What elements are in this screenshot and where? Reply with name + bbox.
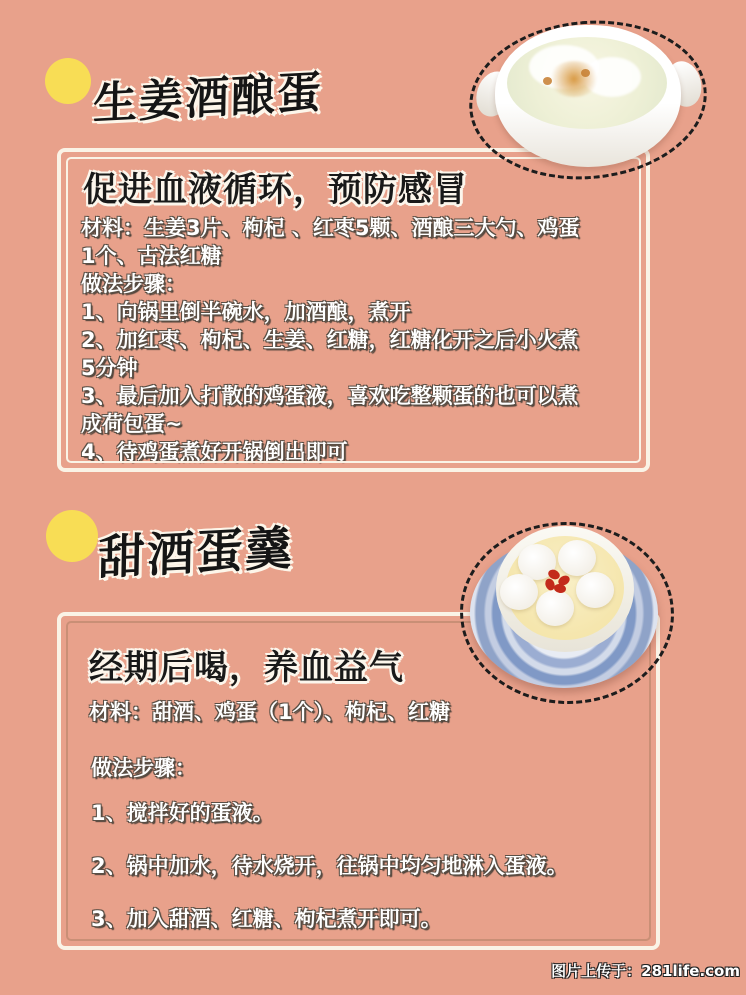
rice-ball (576, 572, 614, 608)
text-line: 做法步骤： (81, 272, 186, 296)
text-line: 3、加入甜酒、红糖、枸杞煮开即可。 (91, 907, 442, 931)
recipe2-photo (452, 512, 692, 712)
recipe1-title-block (45, 50, 345, 131)
recipe1-title: 生姜酒酿蛋 (92, 66, 324, 131)
recipe2-title-block (44, 502, 344, 587)
text-line: 2、锅中加水，待水烧开，往锅中均匀地淋入蛋液。 (91, 854, 568, 878)
title-dot-decoration (46, 510, 98, 562)
recipe2-title: 甜酒蛋羹 (97, 520, 295, 587)
recipe2-benefit-heading: 经期后喝，养血益气 (89, 648, 404, 688)
text-line: 1、搅拌好的蛋液。 (91, 801, 274, 825)
text-line: 材料：生姜3片、枸杞 、红枣5颗、酒酿三大勺、鸡蛋 (81, 216, 580, 240)
text-line: 1、向锅里倒半碗水，加酒酿，煮开 (81, 300, 411, 324)
recipe1-body (81, 214, 580, 466)
watermark: 图片上传于：281life.com (551, 962, 740, 980)
brown-sugar-patch (549, 61, 599, 97)
rice-ball (536, 590, 574, 626)
text-line: 4、待鸡蛋煮好开锅倒出即可 (81, 440, 348, 464)
text-line: 3、最后加入打散的鸡蛋液，喜欢吃整颗蛋的也可以煮 (81, 384, 579, 408)
recipe2-steps-label: 做法步骤： (91, 756, 196, 780)
text-line: 1个、古法红糖 (81, 244, 222, 268)
text-line: 成荷包蛋~ (81, 412, 183, 436)
rice-ball (558, 540, 596, 576)
recipe1-photo (455, 5, 725, 200)
sugar-speck (543, 77, 552, 85)
title-dot-decoration (45, 58, 91, 104)
recipe2-materials: 材料：甜酒、鸡蛋（1个）、枸杞、红糖 (89, 700, 451, 724)
rice-ball (500, 574, 538, 610)
recipe1-benefit-heading: 促进血液循环，预防感冒 (83, 170, 468, 210)
recipe2-steps (91, 798, 568, 957)
text-line: 2、加红枣、枸杞、生姜、红糖，红糖化开之后小火煮 (81, 328, 579, 352)
text-line: 5分钟 (81, 356, 138, 380)
sugar-speck (581, 69, 590, 77)
